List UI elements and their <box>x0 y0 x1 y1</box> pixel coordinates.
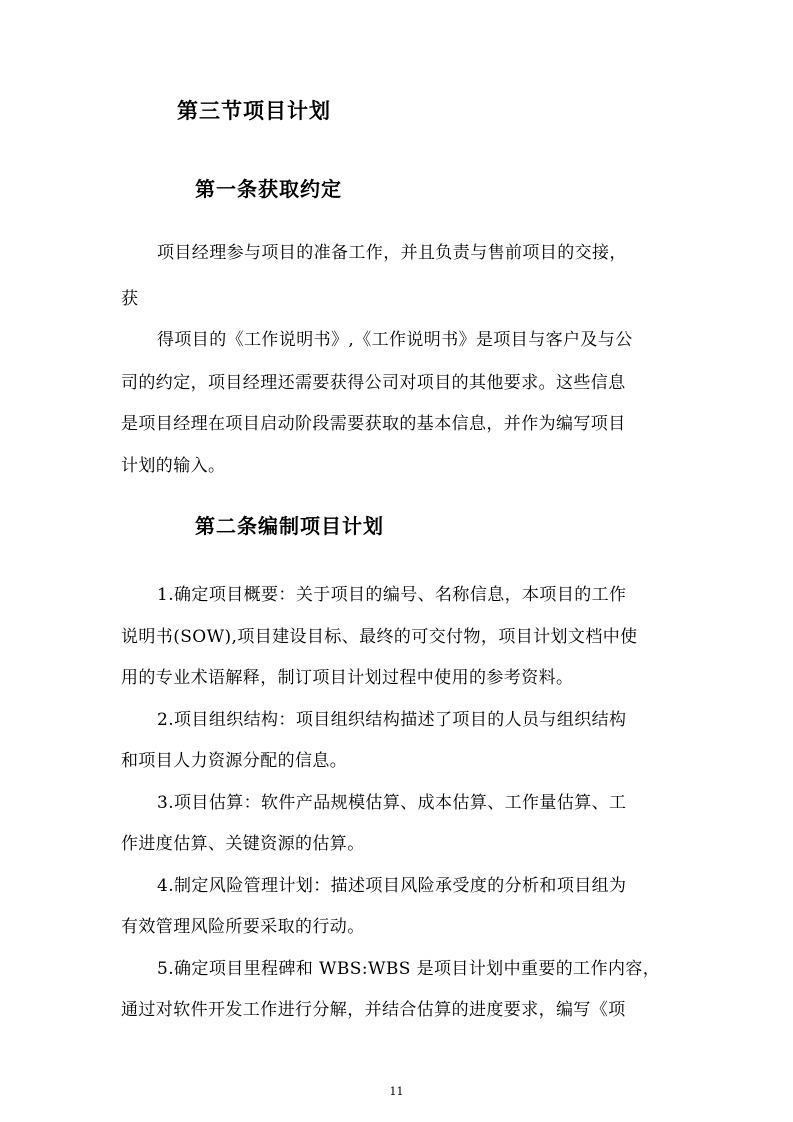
article-2-line: 作进度估算、关键资源的估算。 <box>121 834 365 854</box>
article-2-line: 4.制定风险管理计划：描述项目风险承受度的分析和项目组为 <box>157 876 627 896</box>
article-1-line: 是项目经理在项目启动阶段需要获取的基本信息，并作为编写项目 <box>121 414 626 434</box>
article-1-line: 项目经理参与项目的准备工作，并且负责与售前项目的交接， <box>157 243 627 263</box>
article-2-heading: 第二条编制项目计划 <box>195 514 384 538</box>
article-2-line: 5.确定项目里程碑和 WBS:WBS 是项目计划中重要的工作内容， <box>157 959 661 979</box>
article-2-line: 1.确定项目概要：关于项目的编号、名称信息，本项目的工作 <box>157 585 627 605</box>
article-2-line: 用的专业术语解释，制订项目计划过程中使用的参考资料。 <box>121 668 574 688</box>
page-number: 11 <box>389 1085 404 1098</box>
article-2-line: 和项目人力资源分配的信息。 <box>121 751 348 771</box>
article-2-line: 通过对软件开发工作进行分解，并结合估算的进度要求，编写《项 <box>121 1000 626 1020</box>
article-1-line: 司的约定，项目经理还需要获得公司对项目的其他要求。这些信息 <box>121 373 626 393</box>
section-title: 第三节项目计划 <box>177 98 331 123</box>
article-1-line: 得项目的《工作说明书》,《工作说明书》是项目与客户及与公 <box>157 330 633 350</box>
article-2-line: 2.项目组织结构：项目组织结构描述了项目的人员与组织结构 <box>157 710 627 730</box>
article-2-line: 说明书(SOW),项目建设目标、最终的可交付物，项目计划文档中使 <box>121 627 638 647</box>
article-1-line: 计划的输入。 <box>121 456 226 476</box>
article-1-heading: 第一条获取约定 <box>195 177 342 201</box>
article-2-line: 3.项目估算：软件产品规模估算、成本估算、工作量估算、工 <box>157 793 627 813</box>
article-1-line: 获 <box>121 289 139 309</box>
article-2-line: 有效管理风险所要采取的行动。 <box>121 917 365 937</box>
